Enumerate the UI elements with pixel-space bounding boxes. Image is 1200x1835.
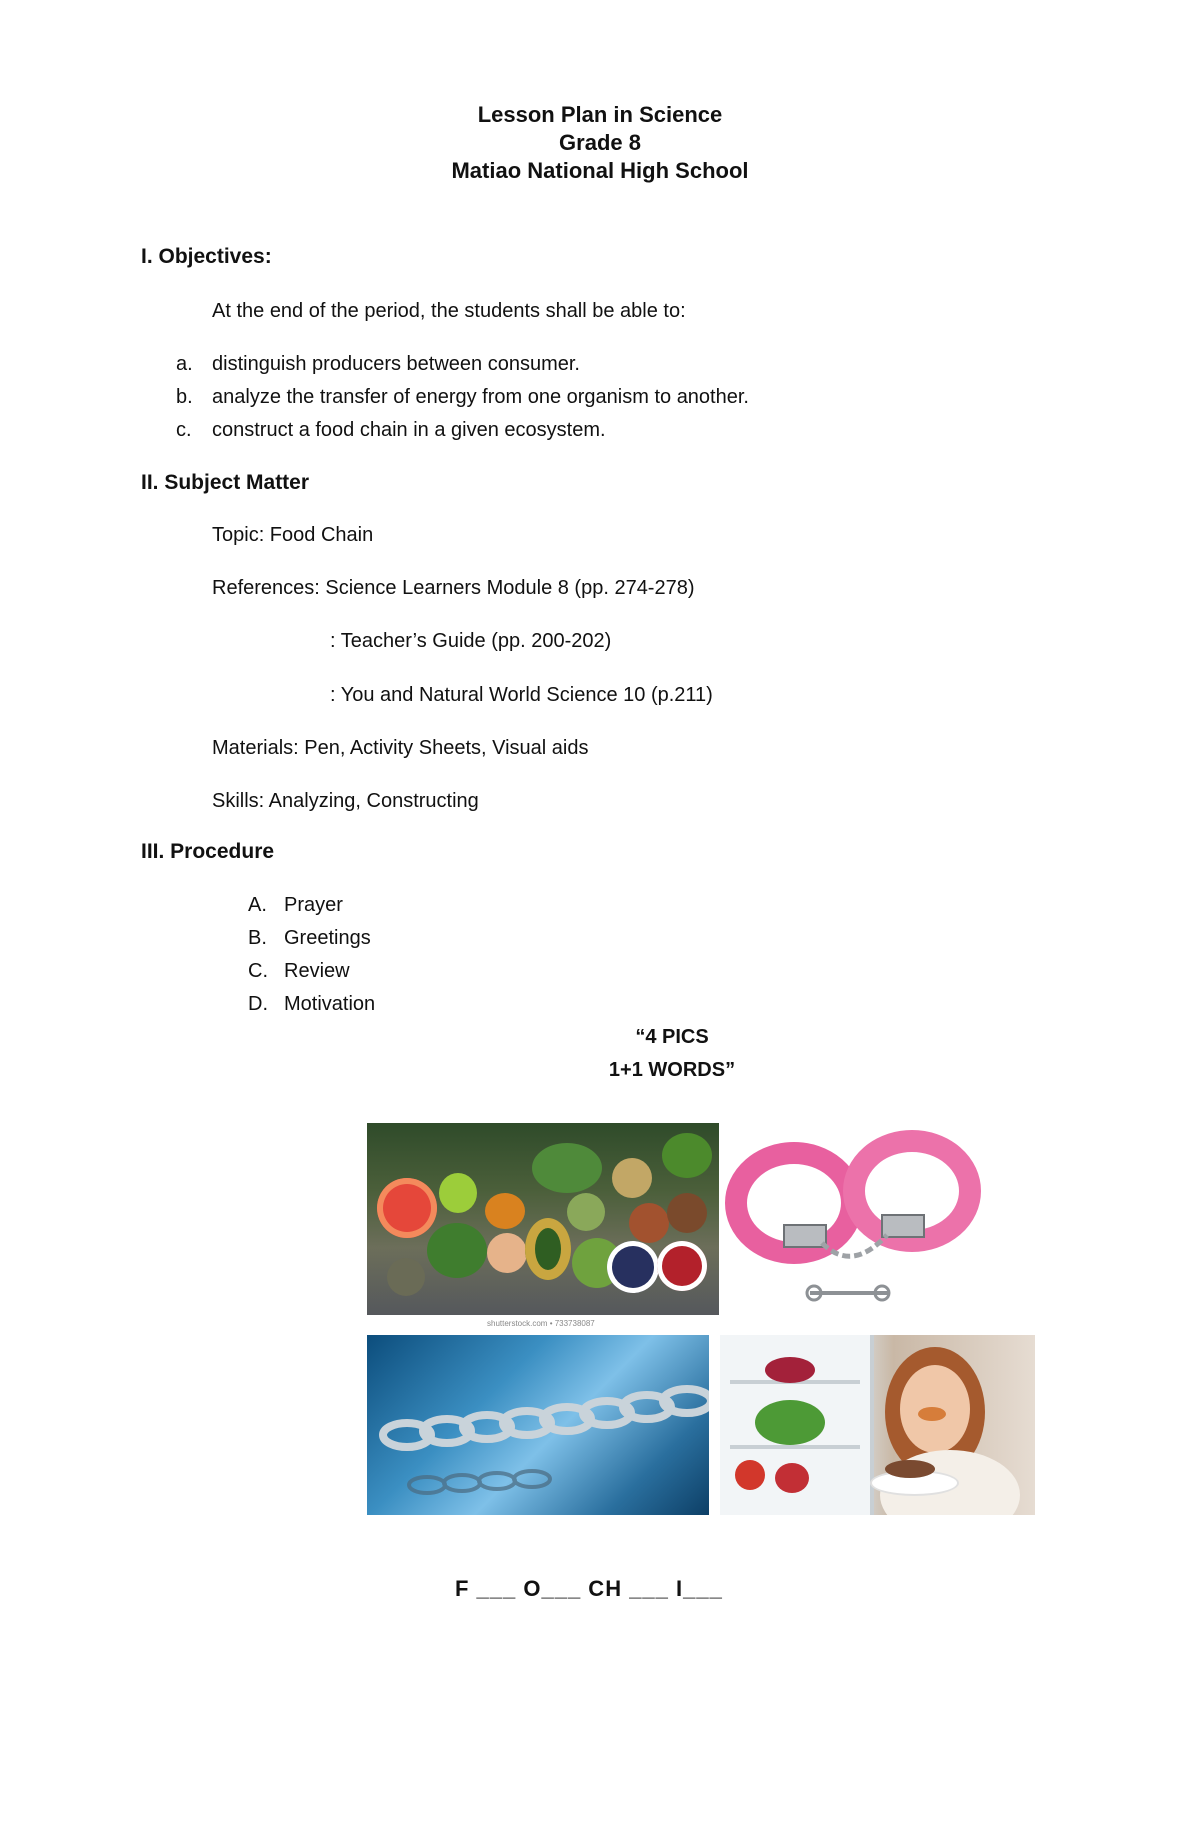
objective-text: analyze the transfer of energy from one organism to another. bbox=[212, 386, 749, 408]
objective-item bbox=[176, 353, 580, 376]
objective-item bbox=[176, 419, 606, 442]
doc-title: Lesson Plan in Science bbox=[477, 102, 723, 127]
objective-text: distinguish producers between consumer. bbox=[212, 353, 580, 375]
objectives-heading: I. Objectives: bbox=[141, 245, 272, 268]
food-spread-image bbox=[367, 1123, 719, 1315]
procedure-item bbox=[248, 894, 343, 917]
procedure-item bbox=[248, 960, 350, 983]
reference-3: : You and Natural World Science 10 (p.211) bbox=[330, 684, 713, 706]
fridge-shelf-line bbox=[730, 1445, 860, 1449]
chain-drawing bbox=[367, 1335, 709, 1515]
list-marker: c. bbox=[176, 419, 192, 441]
procedure-item bbox=[248, 993, 375, 1016]
list-marker: D. bbox=[248, 993, 268, 1015]
pastry bbox=[885, 1460, 935, 1478]
topic-line: Topic: Food Chain bbox=[212, 524, 374, 546]
list-marker: C. bbox=[248, 960, 268, 982]
list-marker: B. bbox=[248, 927, 267, 949]
doc-grade: Grade 8 bbox=[559, 130, 641, 155]
procedure-text: Greetings bbox=[284, 927, 371, 949]
berries bbox=[765, 1357, 815, 1383]
objective-item bbox=[176, 386, 749, 409]
game-title-line2: 1+1 WORDS” bbox=[608, 1059, 736, 1081]
chain-image bbox=[367, 1335, 709, 1515]
list-marker: a. bbox=[176, 353, 193, 375]
doc-school: Matiao National High School bbox=[451, 158, 749, 183]
list-marker: A. bbox=[248, 894, 267, 916]
references-line: References: Science Learners Module 8 (pp. 274-278) bbox=[212, 577, 695, 599]
handcuffs-drawing bbox=[722, 1123, 987, 1315]
procedure-heading: III. Procedure bbox=[141, 840, 275, 863]
tomato bbox=[775, 1463, 809, 1493]
image-caption: shutterstock.com • 733738087 bbox=[487, 1319, 595, 1328]
tomato bbox=[735, 1460, 765, 1490]
materials-line: Materials: Pen, Activity Sheets, Visual aids bbox=[212, 737, 589, 759]
game-title-line1: “4 PICS bbox=[635, 1026, 709, 1048]
subject-matter-heading: II. Subject Matter bbox=[141, 471, 310, 494]
answer-blanks: F ___ O___ CH ___ I___ bbox=[455, 1576, 723, 1601]
lettuce bbox=[755, 1400, 825, 1445]
reference-2: : Teacher’s Guide (pp. 200-202) bbox=[330, 630, 612, 652]
croissant bbox=[918, 1407, 946, 1421]
objectives-intro: At the end of the period, the students shall be able to: bbox=[212, 300, 686, 322]
procedure-text: Motivation bbox=[284, 993, 376, 1015]
procedure-text: Review bbox=[284, 960, 350, 982]
handcuffs-image bbox=[722, 1123, 987, 1315]
procedure-item bbox=[248, 927, 371, 950]
woman-eating-image bbox=[720, 1335, 1035, 1515]
list-marker: b. bbox=[176, 386, 193, 408]
procedure-text: Prayer bbox=[284, 894, 343, 916]
skills-line: Skills: Analyzing, Constructing bbox=[212, 790, 479, 812]
objective-text: construct a food chain in a given ecosystem. bbox=[212, 419, 606, 441]
